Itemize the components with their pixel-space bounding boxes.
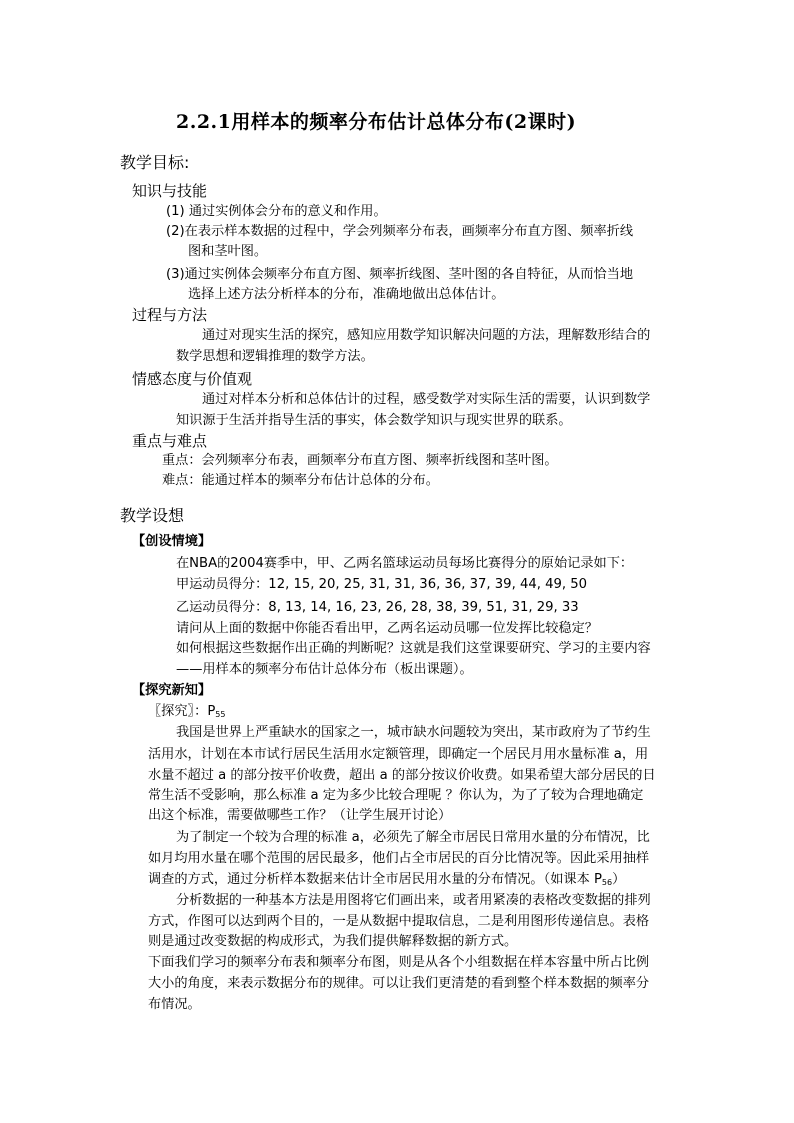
explore-sub-page: 55 <box>215 710 226 719</box>
situation-line: 乙运动员得分：8, 13, 14, 16, 23, 26, 28, 38, 39, 51, 31, 29, 33 <box>176 600 579 615</box>
paragraph-line: 出这个标准，需要做哪些工作？（让学生展开讨论） <box>148 808 452 823</box>
knowledge-item: (1) 通过实例体会分布的意义和作用。 <box>166 204 387 219</box>
paragraph-line: 下面我们学习的频率分布表和频率分布图，则是从各个小组数据在样本容量中所占比例 <box>148 955 650 970</box>
process-heading: 过程与方法 <box>132 306 208 324</box>
paragraph-line: 分析数据的一种基本方法是用图将它们画出来，或者用紧凑的表格改变数据的排列 <box>176 893 651 908</box>
paragraph-line: 水量不超过 a 的部分按平价收费，超出 a 的部分按议价收费。如果希望大部分居民的日 <box>148 768 656 783</box>
paragraph-line: 布情况。 <box>148 997 201 1012</box>
explore-sub-label: 〖探究〗：P <box>148 704 216 719</box>
knowledge-item: 选择上述方法分析样本的分布，准确地做出总体估计。 <box>188 287 505 302</box>
page-reference: 56 <box>601 878 613 887</box>
situation-line: 在NBA的2004赛季中，甲、乙两名篮球运动员每场比赛得分的原始记录如下： <box>176 556 634 571</box>
situation-heading: 【创设情境】 <box>132 534 212 549</box>
paragraph-line: 大小的角度，来表示数据分布的规律。可以让我们更清楚的看到整个样本数据的频率分 <box>148 976 650 991</box>
knowledge-item: (3)通过实例体会频率分布直方图、频率折线图、茎叶图的各自特征，从而恰当地 <box>166 267 634 282</box>
situation-line: 请问从上面的数据中你能否看出甲，乙两名运动员哪一位发挥比较稳定？ <box>176 621 598 636</box>
goals-heading: 教学目标: <box>120 153 190 172</box>
emotion-line: 通过对样本分析和总体估计的过程，感受数学对实际生活的需要，认识到数学 <box>202 392 651 407</box>
situation-line: 甲运动员得分：12, 15, 20, 25, 31, 31, 36, 36, 37, 39, 44, 49, 50 <box>176 577 588 592</box>
emotion-line: 知识源于生活并指导生活的事实，体会数学知识与现实世界的联系。 <box>176 413 572 428</box>
paragraph-line: 为了制定一个较为合理的标准 a，必须先了解全市居民日常用水量的分布情况，比 <box>176 830 650 845</box>
emotion-heading: 情感态度与价值观 <box>132 370 253 388</box>
key-point: 重点：会列频率分布表，画频率分布直方图、频率折线图和茎叶图。 <box>162 453 558 468</box>
process-line: 数学思想和逻辑推理的数学方法。 <box>176 349 374 364</box>
paragraph-line: 方式，作图可以达到两个目的，一是从数据中提取信息，二是利用图形传递信息。表格 <box>148 914 650 929</box>
paragraph-line: 我国是世界上严重缺水的国家之一，城市缺水问题较为突出，某市政府为了节约生 <box>176 725 651 740</box>
difficult-point: 难点：能通过样本的频率分布估计总体的分布。 <box>162 473 439 488</box>
situation-line: 如何根据这些数据作出正确的判断呢？这就是我们这堂课要研究、学习的主要内容 <box>176 641 651 656</box>
knowledge-item: (2)在表示样本数据的过程中，学会列频率分布表，画频率分布直方图、频率折线 <box>166 224 634 239</box>
page-title: 2.2.1用样本的频率分布估计总体分布(2课时) <box>176 111 577 133</box>
paragraph-close: ） <box>612 872 626 887</box>
situation-line: ——用样本的频率分布估计总体分布（板出课题）。 <box>176 662 473 677</box>
explore-heading: 【探究新知】 <box>132 683 212 698</box>
process-line: 通过对现实生活的探究，感知应用数学知识解决问题的方法，理解数形结合的 <box>202 328 651 343</box>
paragraph-line: 如月均用水量在哪个范围的居民最多，他们占全市居民的百分比情况等。因此采用抽样 <box>148 851 650 866</box>
design-heading: 教学设想 <box>120 506 185 525</box>
knowledge-item: 图和茎叶图。 <box>188 244 268 259</box>
paragraph-line <box>148 870 625 893</box>
paragraph-line: 则是通过改变数据的构成形式，为我们提供解释数据的新方式。 <box>148 934 518 949</box>
paragraph-text: 调查的方式，通过分析样本数据来估计全市居民用水量的分布情况。（如课本 P <box>148 872 602 887</box>
paragraph-line: 活用水，计划在本市试行居民生活用水定额管理，即确定一个居民月用水量标准 a，用 <box>148 747 649 762</box>
paragraph-line: 常生活不受影响，那么标准 a 定为多少比较合理呢 ？你认为，为了了较为合理地确定 <box>148 788 644 803</box>
knowledge-heading: 知识与技能 <box>132 182 208 200</box>
explore-subheading <box>148 702 225 725</box>
keypoints-heading: 重点与难点 <box>132 432 208 450</box>
